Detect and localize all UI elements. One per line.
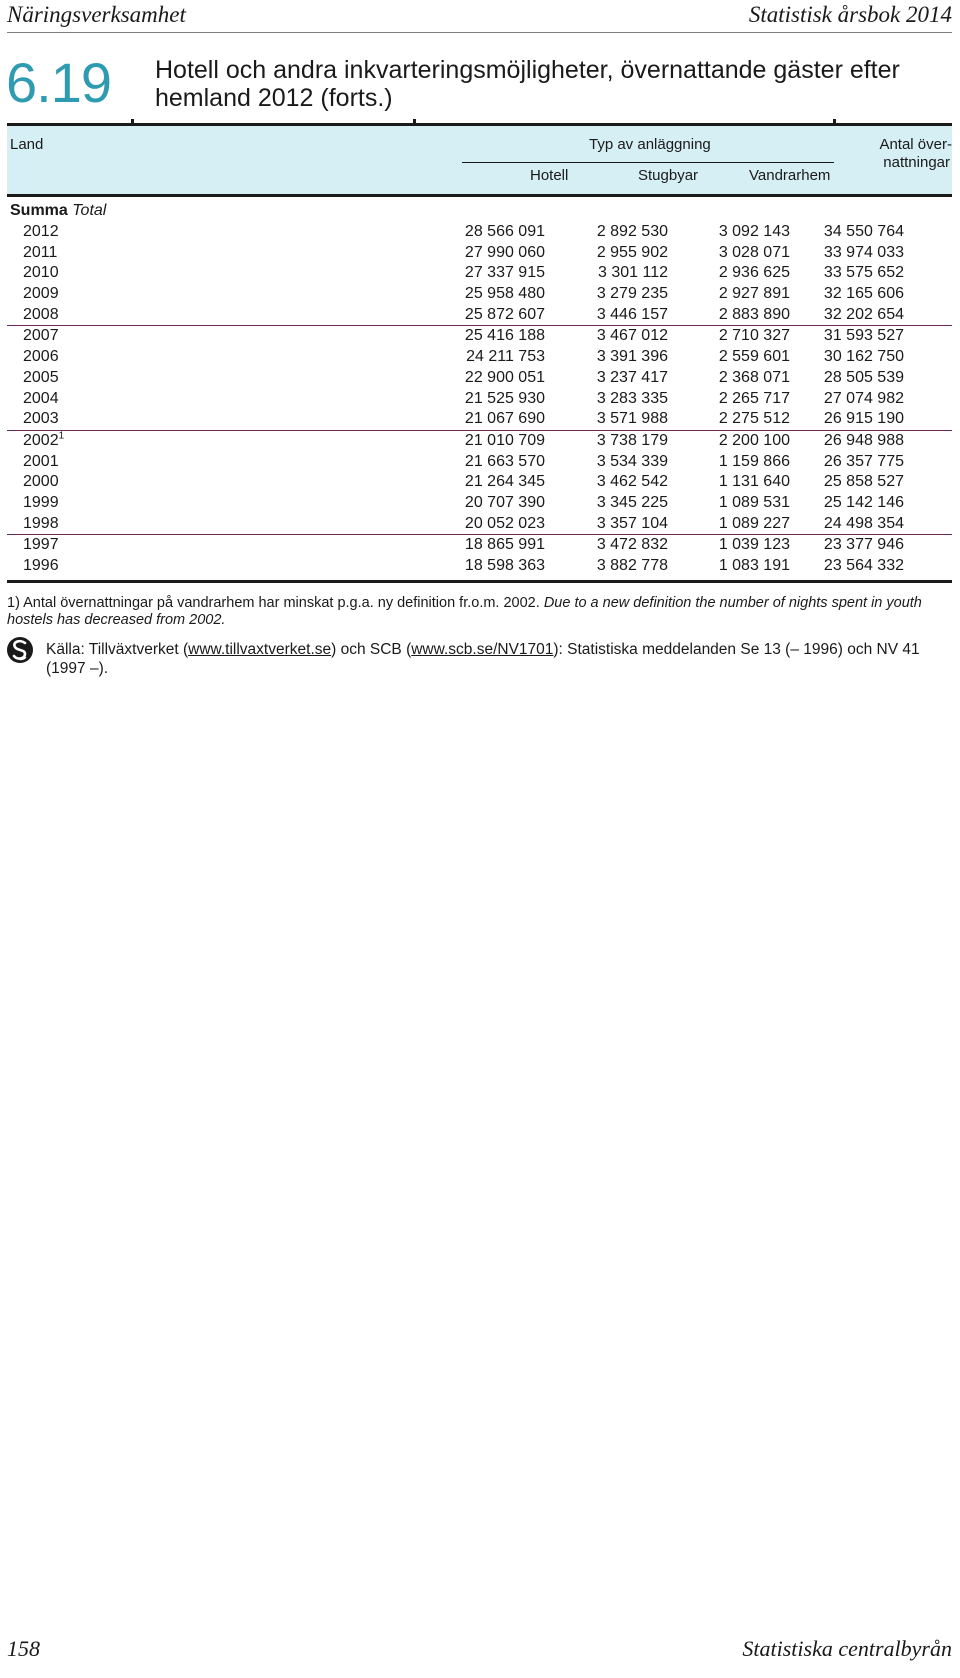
table-row <box>7 514 952 535</box>
cell-stugbyar: 3 237 417 <box>596 368 668 386</box>
cell-hotell: 21 525 930 <box>464 389 545 407</box>
cell-total: 23 564 332 <box>823 557 904 574</box>
source-mid: ) och SCB ( <box>331 641 412 658</box>
footnote <box>7 595 947 629</box>
group-underline <box>462 162 834 163</box>
row-year <box>23 222 59 243</box>
cell-vandrarhem: 1 089 531 <box>718 493 790 511</box>
col-antal-line1: Antal över- <box>879 136 952 153</box>
row-year-text: 2009 <box>23 285 59 303</box>
running-header <box>7 2 952 33</box>
cell-total: 27 074 982 <box>823 389 904 407</box>
col-group: Typ av anläggning <box>589 136 711 153</box>
cell-hotell: 21 067 690 <box>464 410 545 428</box>
row-year-text: 2010 <box>23 264 59 282</box>
source-link-scb[interactable]: www.scb.se/NV1701 <box>411 641 554 658</box>
cell-hotell: 21 264 345 <box>464 473 545 491</box>
page-number: 158 <box>7 1636 40 1661</box>
table-row <box>7 472 952 493</box>
cell-vandrarhem: 2 559 601 <box>718 348 790 366</box>
row-year-text: 2003 <box>23 410 59 428</box>
cell-vandrarhem: 1 039 123 <box>718 536 790 554</box>
footnote-swedish: 1) Antal övernattningar på vandrarhem har minskat p.g.a. ny definition fr.o.m. 2002. <box>7 595 544 611</box>
table-row <box>7 409 952 430</box>
table-title: Hotell och andra inkvarteringsmöjligheter, övernattande gäster efter hemland 2012 (forts.) <box>155 56 900 112</box>
row-year-text: 2002 <box>23 431 59 449</box>
cell-hotell: 25 416 188 <box>464 327 545 345</box>
cell-vandrarhem: 2 936 625 <box>718 264 790 282</box>
cell-total: 26 357 775 <box>823 452 904 470</box>
table-body <box>7 200 952 577</box>
table-row <box>7 222 952 243</box>
cell-total: 24 498 354 <box>823 514 904 532</box>
row-year-text: 2004 <box>23 389 59 407</box>
cell-vandrarhem: 3 028 071 <box>718 243 790 261</box>
row-year-text: 2011 <box>23 243 58 261</box>
cell-stugbyar: 3 472 832 <box>596 536 668 554</box>
cell-total: 33 575 652 <box>823 264 904 282</box>
cell-vandrarhem: 2 710 327 <box>718 327 790 345</box>
cell-hotell: 20 707 390 <box>464 493 545 511</box>
table-column-header <box>7 123 952 197</box>
cell-vandrarhem: 1 159 866 <box>718 452 790 470</box>
row-year <box>23 243 57 264</box>
table-row <box>7 347 952 368</box>
row-year-text: 1998 <box>23 514 59 532</box>
cell-stugbyar: 3 345 225 <box>596 493 668 511</box>
row-year-text: 2012 <box>23 223 59 240</box>
footnote-marker: 1 <box>58 430 65 442</box>
table-row <box>7 430 952 452</box>
row-year <box>23 368 59 389</box>
row-year <box>23 305 59 326</box>
cell-hotell: 20 052 023 <box>464 514 545 532</box>
cell-stugbyar: 3 283 335 <box>596 389 668 407</box>
table-number: 6.19 <box>6 51 111 114</box>
cell-total: 25 142 146 <box>823 493 904 511</box>
source-suffix: ): Statistiska meddelanden Se 13 (– 1996) och NV 41 (1997 –). <box>46 641 920 677</box>
source-prefix: Källa: Tillväxtverket ( <box>46 641 189 658</box>
row-year <box>23 556 59 577</box>
row-year <box>23 284 59 305</box>
row-year <box>23 493 59 514</box>
row-year-text: 1999 <box>23 493 59 511</box>
cell-vandrarhem: 1 131 640 <box>718 473 790 491</box>
cell-total: 30 162 750 <box>823 348 904 366</box>
cell-total: 33 974 033 <box>823 243 904 261</box>
cell-hotell: 18 865 991 <box>464 536 545 554</box>
cell-stugbyar: 3 279 235 <box>596 285 668 303</box>
cell-hotell: 21 010 709 <box>464 431 545 449</box>
cell-stugbyar: 3 571 988 <box>596 410 668 428</box>
cell-vandrarhem: 2 927 891 <box>718 285 790 303</box>
cell-total: 31 593 527 <box>823 327 904 345</box>
row-year-text: 2001 <box>23 452 59 470</box>
cell-stugbyar: 3 301 112 <box>598 264 668 282</box>
table-row <box>7 534 952 556</box>
cell-stugbyar: 3 391 396 <box>596 348 668 366</box>
row-year-text: 2008 <box>23 305 59 323</box>
table-row <box>7 368 952 389</box>
row-year-text: 2007 <box>23 327 59 345</box>
row-year <box>23 409 59 430</box>
cell-hotell: 25 872 607 <box>464 305 545 323</box>
cell-vandrarhem: 2 368 071 <box>718 368 790 386</box>
cell-stugbyar: 3 738 179 <box>596 431 668 449</box>
table-row <box>7 325 952 347</box>
section-label-italic: Total <box>72 202 107 219</box>
cell-stugbyar: 3 446 157 <box>596 305 668 323</box>
header-section: Näringsverksamhet <box>7 2 186 27</box>
cell-total: 32 202 654 <box>823 305 904 323</box>
table-row <box>7 284 952 305</box>
table-bottom-rule <box>7 580 952 583</box>
table-row <box>7 556 952 577</box>
cell-vandrarhem: 3 092 143 <box>718 223 790 240</box>
footer-publisher: Statistiska centralbyrån <box>742 1636 952 1661</box>
cell-total: 34 550 764 <box>823 223 904 240</box>
row-year-text: 1996 <box>23 557 59 574</box>
row-year <box>23 326 59 347</box>
footnote-english: Due to a new definition the number of nights spent in youth hostels has decreased from 2002. <box>7 595 922 628</box>
section-label-bold: Summa <box>10 202 68 219</box>
table-row <box>7 263 952 284</box>
col-antal-line2: nattningar <box>883 154 950 171</box>
row-year <box>23 452 59 473</box>
cell-total: 28 505 539 <box>823 368 904 386</box>
cell-stugbyar: 3 534 339 <box>596 452 668 470</box>
cell-vandrarhem: 1 083 191 <box>718 557 790 574</box>
row-year <box>23 535 59 556</box>
cell-hotell: 27 990 060 <box>464 243 545 261</box>
cell-stugbyar: 3 467 012 <box>596 327 668 345</box>
cell-vandrarhem: 2 265 717 <box>718 389 790 407</box>
col-vandrarhem: Vandrarhem <box>749 167 831 184</box>
cell-total: 23 377 946 <box>823 536 904 554</box>
row-year-text: 1997 <box>23 536 59 554</box>
cell-hotell: 22 900 051 <box>464 368 545 386</box>
col-hotell: Hotell <box>530 167 569 184</box>
row-year-text: 2000 <box>23 473 59 491</box>
table-row <box>7 389 952 410</box>
cell-vandrarhem: 2 275 512 <box>718 410 790 428</box>
cell-hotell: 27 337 915 <box>464 264 545 282</box>
source-note <box>46 640 926 678</box>
table-row <box>7 305 952 326</box>
scb-logo-icon <box>6 636 34 664</box>
col-land: Land <box>10 136 44 153</box>
table-row <box>7 452 952 473</box>
cell-total: 25 858 527 <box>823 473 904 491</box>
cell-stugbyar: 3 462 542 <box>596 473 668 491</box>
col-stugbyar: Stugbyar <box>638 167 699 184</box>
cell-total: 32 165 606 <box>823 285 904 303</box>
row-year-text: 2006 <box>23 348 59 366</box>
cell-total: 26 948 988 <box>823 431 904 449</box>
cell-hotell: 18 598 363 <box>464 557 545 574</box>
cell-vandrarhem: 2 883 890 <box>718 305 790 323</box>
row-year-text: 2005 <box>23 368 59 386</box>
row-year <box>23 347 59 368</box>
cell-stugbyar: 2 955 902 <box>596 243 668 261</box>
cell-stugbyar: 2 892 530 <box>596 223 668 240</box>
row-year <box>23 514 59 535</box>
header-publication: Statistisk årsbok 2014 <box>748 2 952 27</box>
cell-hotell: 25 958 480 <box>464 285 545 303</box>
cell-vandrarhem: 1 089 227 <box>718 514 790 532</box>
source-link-tillvaxtverket[interactable]: www.tillvaxtverket.se <box>188 641 332 658</box>
cell-stugbyar: 3 882 778 <box>596 557 668 574</box>
cell-hotell: 28 566 091 <box>464 223 545 240</box>
row-year <box>23 472 59 493</box>
row-year <box>23 263 59 284</box>
cell-total: 26 915 190 <box>823 410 904 428</box>
cell-hotell: 24 211 753 <box>466 348 545 366</box>
cell-stugbyar: 3 357 104 <box>596 514 668 532</box>
cell-hotell: 21 663 570 <box>464 452 545 470</box>
section-label <box>7 200 952 222</box>
row-year <box>23 389 59 410</box>
row-year <box>23 431 64 452</box>
table-row <box>7 493 952 514</box>
table-row <box>7 243 952 264</box>
cell-vandrarhem: 2 200 100 <box>718 431 790 449</box>
